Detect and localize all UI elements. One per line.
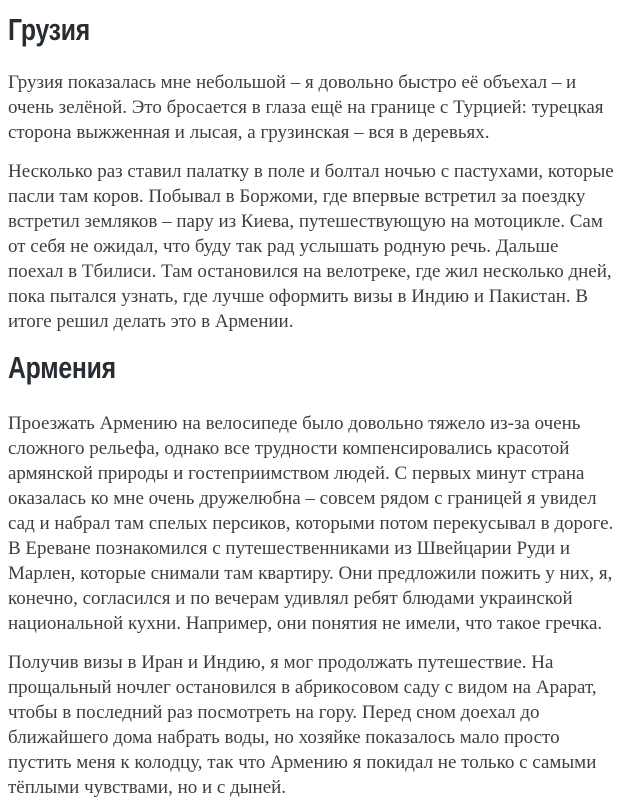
section-heading-georgia: [8, 10, 616, 50]
section-heading-armenia: [8, 348, 616, 388]
paragraph-armenia-2: Получив визы в Иран и Индию, я мог продолжать путешествие. На прощальный ночлег остановился в абрикосовом саду с видом на Арарат, чтобы в последний раз посмотреть на гору. Перед сном доехал до ближайшего дома набрать воды, но хозяйке показалось мало просто пустить меня к колодцу, так что Армению я покидал не только с самыми тёплыми чувствами, но и с дыней.: [8, 652, 597, 798]
paragraph-georgia-1: Грузия показалась мне небольшой – я довольно быстро её объехал – и очень зелёной. Это бросается в глаза ещё на границе с Турцией: турецкая сторона выжженная и лысая, а грузинская – вся в деревьях.: [8, 72, 604, 143]
section-heading-armenia-text: Армения: [8, 350, 116, 385]
paragraph-armenia-1: Проезжать Армению на велосипеде было довольно тяжело из-за очень сложного рельефа, однако все трудности компенсировались красотой армянской природы и гостеприимством людей. С первых минут страна оказалась ко мне очень дружелюбна – совсем рядом с границей я увидел сад и набрал там спелых персиков, которыми потом перекусывал в дороге. В Ереване познакомился с путешественниками из Швейцарии Руди и Марлен, которые снимали там квартиру. Они предложили пожить у них, я, конечно, согласился и по вечерам удивлял ребят блюдами украинской национальной кухни. Например, они понятия не имели, что такое гречка.: [8, 413, 614, 634]
paragraph-georgia-2: Несколько раз ставил палатку в поле и болтал ночью с пастухами, которые пасли там коров. Побывал в Боржоми, где впервые встретил за поездку встретил земляков – пару из Киева, путешествующую на мотоцикле. Сам от себя не ожидал, что буду так рад услышать родную речь. Дальше поехал в Тбилиси. Там остановился на велотреке, где жил несколько дней, пока пытался узнать, где лучше оформить визы в Индию и Пакистан. В итоге решил делать это в Армении.: [8, 161, 614, 332]
section-heading-georgia-text: Грузия: [8, 12, 91, 47]
